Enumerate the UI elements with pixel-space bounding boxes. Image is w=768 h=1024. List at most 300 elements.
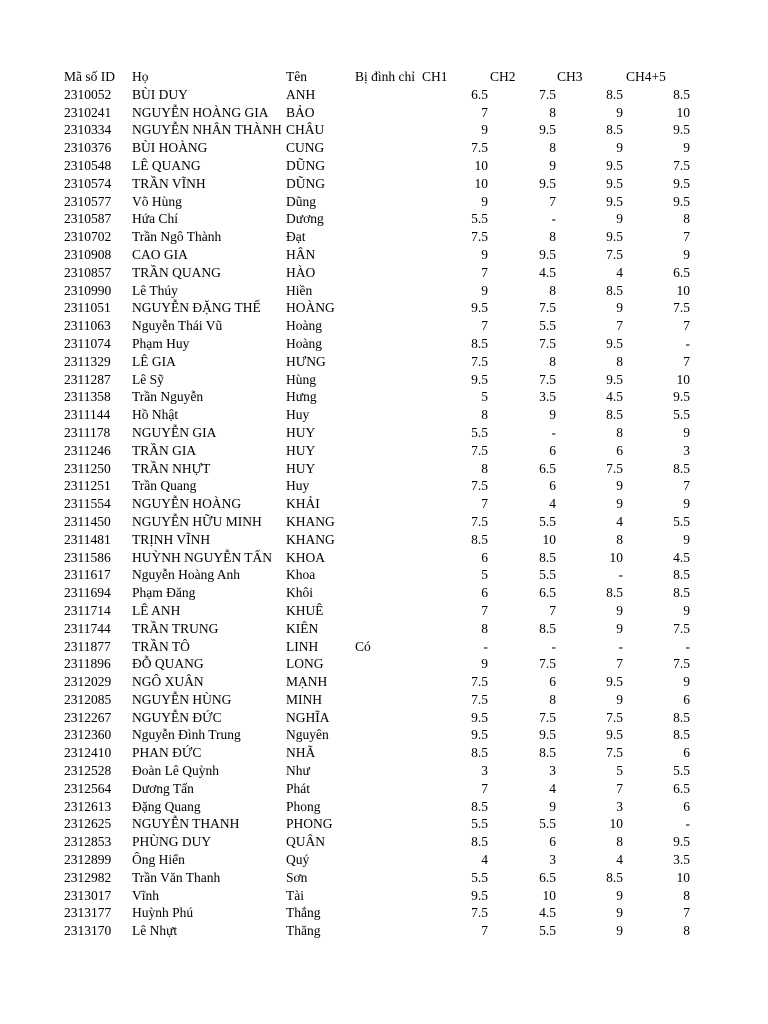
cell-ho: Trần Nguyễn bbox=[132, 389, 204, 405]
cell-id: 2311063 bbox=[64, 318, 111, 334]
cell-ch3: 8.5 bbox=[606, 407, 623, 423]
cell-ch2: 5.5 bbox=[539, 567, 556, 583]
cell-ho: PHAN ĐỨC bbox=[132, 745, 202, 761]
cell-ho: NGUYỄN THANH bbox=[132, 816, 240, 832]
cell-ch3: 9 bbox=[616, 478, 623, 494]
cell-ho: NGUYỄN NHÂN THÀNH bbox=[132, 122, 282, 138]
cell-ch3: 4 bbox=[616, 513, 623, 529]
cell-ch1: 9 bbox=[481, 246, 488, 262]
header-id: Mã số ID bbox=[64, 69, 115, 84]
cell-ch45: 8 bbox=[683, 923, 690, 939]
cell-id: 2310548 bbox=[64, 157, 112, 173]
cell-ch3: 9 bbox=[616, 691, 623, 707]
cell-ten: HÀO bbox=[286, 264, 316, 280]
cell-ch45: 9 bbox=[683, 531, 690, 547]
cell-ch1: 5 bbox=[481, 567, 488, 583]
cell-ten: Thăng bbox=[286, 923, 321, 939]
cell-ho: ĐỖ QUANG bbox=[132, 656, 204, 672]
cell-ch45: 9 bbox=[683, 424, 690, 440]
cell-ten: CHÂU bbox=[286, 122, 325, 138]
cell-ch45: 3 bbox=[683, 442, 690, 458]
cell-ten: HÂN bbox=[286, 246, 316, 262]
cell-ho: TRẦN TÔ bbox=[132, 638, 190, 654]
cell-ho: TRẦN VĨNH bbox=[132, 175, 206, 191]
cell-ten: Nguyên bbox=[286, 727, 329, 743]
cell-ch1: 9 bbox=[481, 282, 488, 298]
cell-id: 2312267 bbox=[64, 709, 112, 725]
cell-ch3: 8 bbox=[616, 424, 623, 440]
cell-id: 2311744 bbox=[64, 620, 111, 636]
cell-ho: NGUYỄN HÙNG bbox=[132, 691, 232, 707]
cell-id: 2312564 bbox=[64, 780, 112, 796]
cell-ch3: 9 bbox=[616, 887, 623, 903]
cell-ch3: 10 bbox=[609, 549, 623, 565]
cell-id: 2311251 bbox=[64, 478, 111, 494]
cell-ten: HOÀNG bbox=[286, 300, 335, 316]
cell-ch2: 8 bbox=[549, 282, 556, 298]
cell-ch3: 9 bbox=[616, 211, 623, 227]
cell-ch2: 9 bbox=[549, 798, 556, 814]
table-row bbox=[0, 157, 768, 175]
cell-ten: DŨNG bbox=[286, 157, 325, 173]
cell-ch1: 7 bbox=[481, 923, 488, 939]
cell-ho: TRẦN TRUNG bbox=[132, 620, 219, 636]
cell-ch3: 9 bbox=[616, 620, 623, 636]
cell-ch1: 8.5 bbox=[471, 531, 488, 547]
cell-id: 2312982 bbox=[64, 869, 112, 885]
cell-ch45: 8 bbox=[683, 887, 690, 903]
cell-ho: HUỲNH NGUYỄN TẤN bbox=[132, 549, 272, 565]
cell-ho: Vĩnh bbox=[132, 887, 159, 903]
cell-ch2: 7.5 bbox=[539, 86, 556, 102]
cell-ch2: 8 bbox=[549, 691, 556, 707]
cell-ho: NGUYỄN HOÀNG bbox=[132, 496, 242, 512]
cell-ch45: 8.5 bbox=[673, 709, 690, 725]
table-row bbox=[0, 673, 768, 691]
cell-ten: LONG bbox=[286, 656, 324, 672]
cell-ch45: 9.5 bbox=[673, 122, 690, 138]
cell-ch45: 7 bbox=[683, 318, 690, 334]
cell-ho: Nguyễn Thái Vũ bbox=[132, 318, 223, 334]
cell-ten: BẢO bbox=[286, 104, 315, 120]
table-row bbox=[0, 86, 768, 104]
table-row bbox=[0, 442, 768, 460]
cell-ch1: 8 bbox=[481, 460, 488, 476]
cell-ten: MINH bbox=[286, 691, 322, 707]
cell-ho: Trần Ngô Thành bbox=[132, 229, 222, 245]
cell-ch3: 9 bbox=[616, 104, 623, 120]
cell-ch2: 8.5 bbox=[539, 745, 556, 761]
grade-sheet bbox=[0, 68, 768, 940]
cell-ch45: 7.5 bbox=[673, 300, 690, 316]
cell-ch1: 7 bbox=[481, 264, 488, 280]
cell-ho: NGUYỄN ĐẶNG THẾ bbox=[132, 300, 261, 316]
cell-ch45: 9.5 bbox=[673, 834, 690, 850]
cell-ten: KHẢI bbox=[286, 496, 320, 512]
cell-id: 2311074 bbox=[64, 335, 111, 351]
cell-id: 2311358 bbox=[64, 389, 111, 405]
cell-ch2: 8 bbox=[549, 140, 556, 156]
cell-id: 2311246 bbox=[64, 442, 111, 458]
cell-ch2: 6 bbox=[549, 478, 556, 494]
cell-ten: Như bbox=[286, 763, 310, 779]
cell-ho: CAO GIA bbox=[132, 246, 188, 262]
cell-ch1: 5 bbox=[481, 389, 488, 405]
cell-id: 2310702 bbox=[64, 229, 112, 245]
cell-ch3: - bbox=[618, 638, 623, 654]
cell-ten: Hưng bbox=[286, 389, 317, 405]
cell-ten: KHANG bbox=[286, 531, 335, 547]
table-row bbox=[0, 139, 768, 157]
cell-id: 2311617 bbox=[64, 567, 111, 583]
cell-ch1: 9.5 bbox=[471, 300, 488, 316]
cell-ten: Hoàng bbox=[286, 318, 322, 334]
cell-bi-dinh-chi: Có bbox=[355, 638, 371, 654]
cell-ho: TRẦN QUANG bbox=[132, 264, 221, 280]
cell-id: 2311051 bbox=[64, 300, 111, 316]
cell-ch45: 7 bbox=[683, 353, 690, 369]
cell-ch1: 5.5 bbox=[471, 869, 488, 885]
header-ch45: CH4+5 bbox=[626, 69, 666, 84]
cell-ch45: 5.5 bbox=[673, 513, 690, 529]
cell-ho: NGUYỄN HỮU MINH bbox=[132, 513, 262, 529]
cell-ho: LÊ GIA bbox=[132, 353, 176, 369]
cell-ch2: 6.5 bbox=[539, 460, 556, 476]
cell-ten: Thắng bbox=[286, 905, 321, 921]
cell-id: 2311450 bbox=[64, 513, 111, 529]
cell-ch45: 7 bbox=[683, 905, 690, 921]
cell-ch3: 3 bbox=[616, 798, 623, 814]
cell-ch1: 8.5 bbox=[471, 745, 488, 761]
table-row bbox=[0, 584, 768, 602]
cell-ch3: 9.5 bbox=[606, 175, 623, 191]
cell-ch3: 9.5 bbox=[606, 193, 623, 209]
cell-id: 2310577 bbox=[64, 193, 112, 209]
cell-ch2: 10 bbox=[542, 887, 556, 903]
cell-id: 2311329 bbox=[64, 353, 111, 369]
table-row bbox=[0, 121, 768, 139]
cell-id: 2313177 bbox=[64, 905, 112, 921]
table-row bbox=[0, 726, 768, 744]
cell-ho: NGUYỄN HOÀNG GIA bbox=[132, 104, 269, 120]
cell-ch2: 8 bbox=[549, 104, 556, 120]
cell-ch45: 8.5 bbox=[673, 585, 690, 601]
cell-ch45: - bbox=[685, 816, 690, 832]
cell-ch1: 6 bbox=[481, 585, 488, 601]
table-row bbox=[0, 228, 768, 246]
table-row bbox=[0, 246, 768, 264]
cell-ch2: 6.5 bbox=[539, 585, 556, 601]
cell-ch2: - bbox=[551, 424, 556, 440]
cell-ch45: 10 bbox=[676, 869, 690, 885]
cell-ten: ANH bbox=[286, 86, 316, 102]
cell-ch45: 6 bbox=[683, 691, 690, 707]
cell-ch2: 4.5 bbox=[539, 905, 556, 921]
cell-ch3: 9 bbox=[616, 300, 623, 316]
cell-ch3: 7.5 bbox=[606, 246, 623, 262]
cell-ch45: 7.5 bbox=[673, 157, 690, 173]
table-row bbox=[0, 638, 768, 656]
cell-ch1: 3 bbox=[481, 763, 488, 779]
cell-ch1: 9.5 bbox=[471, 709, 488, 725]
cell-id: 2311481 bbox=[64, 531, 111, 547]
cell-ch45: 5.5 bbox=[673, 763, 690, 779]
cell-ch2: 7.5 bbox=[539, 300, 556, 316]
cell-id: 2311586 bbox=[64, 549, 111, 565]
cell-ho: Hứa Chí bbox=[132, 211, 178, 227]
cell-ch3: 9.5 bbox=[606, 674, 623, 690]
cell-id: 2312360 bbox=[64, 727, 112, 743]
header-row bbox=[0, 68, 768, 86]
cell-ho: Huỳnh Phú bbox=[132, 905, 194, 921]
cell-id: 2312899 bbox=[64, 852, 112, 868]
cell-ch45: 6 bbox=[683, 745, 690, 761]
table-row bbox=[0, 887, 768, 905]
cell-ch2: 10 bbox=[542, 531, 556, 547]
table-row bbox=[0, 744, 768, 762]
cell-ten: KIÊN bbox=[286, 620, 319, 636]
cell-ch3: 6 bbox=[616, 442, 623, 458]
table-row bbox=[0, 193, 768, 211]
cell-ch3: 8.5 bbox=[606, 585, 623, 601]
cell-ch1: 7 bbox=[481, 104, 488, 120]
cell-id: 2312085 bbox=[64, 691, 112, 707]
cell-ch2: 9 bbox=[549, 407, 556, 423]
cell-ch2: 3.5 bbox=[539, 389, 556, 405]
cell-ch1: 6.5 bbox=[471, 86, 488, 102]
table-row bbox=[0, 175, 768, 193]
cell-ch45: - bbox=[685, 335, 690, 351]
cell-ch2: 7.5 bbox=[539, 656, 556, 672]
cell-ch1: 7.5 bbox=[471, 674, 488, 690]
cell-ch3: 7 bbox=[616, 780, 623, 796]
cell-id: 2311287 bbox=[64, 371, 111, 387]
cell-ch2: 4 bbox=[549, 780, 556, 796]
cell-ch1: 5.5 bbox=[471, 211, 488, 227]
cell-id: 2312410 bbox=[64, 745, 112, 761]
cell-ch1: 7 bbox=[481, 496, 488, 512]
cell-ho: LÊ ANH bbox=[132, 602, 181, 618]
cell-ch45: 9 bbox=[683, 140, 690, 156]
table-row bbox=[0, 317, 768, 335]
cell-ch3: 9 bbox=[616, 140, 623, 156]
cell-ho: BÙI HOÀNG bbox=[132, 140, 208, 156]
cell-ch45: 8.5 bbox=[673, 460, 690, 476]
cell-ch3: 8.5 bbox=[606, 869, 623, 885]
cell-id: 2312613 bbox=[64, 798, 112, 814]
table-row bbox=[0, 513, 768, 531]
cell-ch45: 6.5 bbox=[673, 264, 690, 280]
cell-id: 2312625 bbox=[64, 816, 112, 832]
cell-ch1: 8 bbox=[481, 407, 488, 423]
cell-id: 2310052 bbox=[64, 86, 112, 102]
cell-ch3: 7 bbox=[616, 656, 623, 672]
cell-ch1: 7.5 bbox=[471, 140, 488, 156]
cell-ch3: 7 bbox=[616, 318, 623, 334]
cell-ch1: 8.5 bbox=[471, 335, 488, 351]
cell-ch2: 4.5 bbox=[539, 264, 556, 280]
cell-id: 2313170 bbox=[64, 923, 112, 939]
cell-ch3: 9.5 bbox=[606, 727, 623, 743]
table-row bbox=[0, 406, 768, 424]
cell-ch1: 10 bbox=[474, 157, 488, 173]
cell-ch2: 6 bbox=[549, 674, 556, 690]
table-row bbox=[0, 549, 768, 567]
cell-ch3: 9.5 bbox=[606, 371, 623, 387]
cell-ch1: 7.5 bbox=[471, 905, 488, 921]
cell-ho: NGUYỄN ĐỨC bbox=[132, 709, 222, 725]
cell-ch1: 4 bbox=[481, 852, 488, 868]
cell-ch45: 9.5 bbox=[673, 175, 690, 191]
cell-ten: Dũng bbox=[286, 193, 316, 209]
cell-ten: KHOA bbox=[286, 549, 325, 565]
cell-ho: Võ Hùng bbox=[132, 193, 182, 209]
cell-ch1: 7 bbox=[481, 602, 488, 618]
table-row bbox=[0, 602, 768, 620]
header-ch1: CH1 bbox=[422, 69, 448, 84]
cell-ten: QUÂN bbox=[286, 834, 325, 850]
cell-ch2: 9.5 bbox=[539, 122, 556, 138]
cell-id: 2310908 bbox=[64, 246, 112, 262]
table-body bbox=[0, 86, 768, 940]
cell-ho: Phạm Huy bbox=[132, 335, 190, 351]
cell-id: 2311178 bbox=[64, 424, 111, 440]
cell-ch2: 7.5 bbox=[539, 335, 556, 351]
cell-ch45: 7.5 bbox=[673, 656, 690, 672]
cell-id: 2311877 bbox=[64, 638, 111, 654]
cell-ho: Lê Thúy bbox=[132, 282, 178, 298]
table-row bbox=[0, 531, 768, 549]
cell-ch45: 8.5 bbox=[673, 727, 690, 743]
cell-ho: Đoàn Lê Quỳnh bbox=[132, 763, 219, 779]
cell-ch3: 7.5 bbox=[606, 709, 623, 725]
cell-id: 2310334 bbox=[64, 122, 112, 138]
cell-ch3: 8 bbox=[616, 353, 623, 369]
cell-ch45: 8.5 bbox=[673, 567, 690, 583]
cell-ten: LINH bbox=[286, 638, 319, 654]
cell-id: 2310241 bbox=[64, 104, 112, 120]
cell-ho: NGÔ XUÂN bbox=[132, 674, 204, 690]
cell-ho: TRỊNH VĨNH bbox=[132, 531, 211, 547]
cell-ch2: 6 bbox=[549, 834, 556, 850]
table-row bbox=[0, 210, 768, 228]
cell-ten: Quý bbox=[286, 852, 310, 868]
cell-id: 2311144 bbox=[64, 407, 111, 423]
header-ten: Tên bbox=[286, 69, 307, 84]
cell-ten: HƯNG bbox=[286, 353, 326, 369]
cell-ch1: 7.5 bbox=[471, 513, 488, 529]
cell-ch2: 9.5 bbox=[539, 727, 556, 743]
cell-ch45: 9 bbox=[683, 246, 690, 262]
cell-ten: Dương bbox=[286, 211, 324, 227]
cell-ten: Tài bbox=[286, 887, 304, 903]
cell-ch1: 9 bbox=[481, 656, 488, 672]
table-row bbox=[0, 477, 768, 495]
cell-ch1: 9 bbox=[481, 122, 488, 138]
cell-ch3: 9.5 bbox=[606, 157, 623, 173]
cell-ho: Trần Văn Thanh bbox=[132, 869, 221, 885]
cell-ten: Hiền bbox=[286, 282, 313, 298]
cell-ten: Hùng bbox=[286, 371, 316, 387]
cell-ch2: - bbox=[551, 211, 556, 227]
cell-ho: Trần Quang bbox=[132, 478, 197, 494]
cell-ch1: 5.5 bbox=[471, 424, 488, 440]
table-row bbox=[0, 282, 768, 300]
cell-ch3: 8 bbox=[616, 834, 623, 850]
table-row bbox=[0, 388, 768, 406]
cell-ch45: 7.5 bbox=[673, 620, 690, 636]
table-row bbox=[0, 798, 768, 816]
cell-ho: Lê Nhựt bbox=[132, 923, 178, 939]
table-row bbox=[0, 691, 768, 709]
cell-id: 2310574 bbox=[64, 175, 112, 191]
cell-ten: Hoàng bbox=[286, 335, 322, 351]
cell-ch3: 9 bbox=[616, 496, 623, 512]
cell-ch2: 7 bbox=[549, 602, 556, 618]
cell-id: 2310990 bbox=[64, 282, 112, 298]
cell-ten: Khôi bbox=[286, 585, 313, 601]
table-row bbox=[0, 104, 768, 122]
cell-ho: TRẦN GIA bbox=[132, 442, 197, 458]
table-row bbox=[0, 851, 768, 869]
cell-ch2: 7.5 bbox=[539, 371, 556, 387]
table-row bbox=[0, 655, 768, 673]
cell-ten: Khoa bbox=[286, 567, 316, 583]
cell-ch1: 10 bbox=[474, 175, 488, 191]
cell-ch1: 7.5 bbox=[471, 478, 488, 494]
table-row bbox=[0, 869, 768, 887]
cell-ch1: 7.5 bbox=[471, 442, 488, 458]
cell-ten: CUNG bbox=[286, 140, 325, 156]
cell-ch2: - bbox=[551, 638, 556, 654]
cell-ch45: 8 bbox=[683, 211, 690, 227]
cell-ch3: 8.5 bbox=[606, 86, 623, 102]
table-row bbox=[0, 299, 768, 317]
header-ch3: CH3 bbox=[557, 69, 583, 84]
cell-ho: Lê Sỹ bbox=[132, 371, 164, 387]
cell-ch2: 9.5 bbox=[539, 175, 556, 191]
cell-ch45: 3.5 bbox=[673, 852, 690, 868]
cell-ch45: 9 bbox=[683, 496, 690, 512]
cell-ch3: 10 bbox=[609, 816, 623, 832]
cell-ch3: 9 bbox=[616, 602, 623, 618]
cell-ch1: 7.5 bbox=[471, 353, 488, 369]
cell-ch45: 9 bbox=[683, 674, 690, 690]
cell-ch3: 4 bbox=[616, 852, 623, 868]
cell-ch1: - bbox=[483, 638, 488, 654]
table-row bbox=[0, 460, 768, 478]
cell-ho: TRẦN NHỰT bbox=[132, 460, 211, 476]
table-row bbox=[0, 922, 768, 940]
table-row bbox=[0, 762, 768, 780]
cell-ho: Nguyễn Đình Trung bbox=[132, 727, 241, 743]
table-row bbox=[0, 904, 768, 922]
table-row bbox=[0, 815, 768, 833]
cell-ten: HUY bbox=[286, 460, 316, 476]
cell-ch2: 9.5 bbox=[539, 246, 556, 262]
header-bi-dinh-chi: Bị đình chỉ bbox=[355, 69, 415, 84]
cell-ten: HUY bbox=[286, 442, 316, 458]
cell-ch45: 10 bbox=[676, 104, 690, 120]
cell-ch3: 8.5 bbox=[606, 282, 623, 298]
cell-ch45: - bbox=[685, 638, 690, 654]
cell-ch45: 6 bbox=[683, 798, 690, 814]
cell-ho: Hồ Nhật bbox=[132, 407, 179, 423]
cell-ch3: 4.5 bbox=[606, 389, 623, 405]
cell-ch3: 9.5 bbox=[606, 335, 623, 351]
table-row bbox=[0, 335, 768, 353]
header-ch2: CH2 bbox=[490, 69, 516, 84]
